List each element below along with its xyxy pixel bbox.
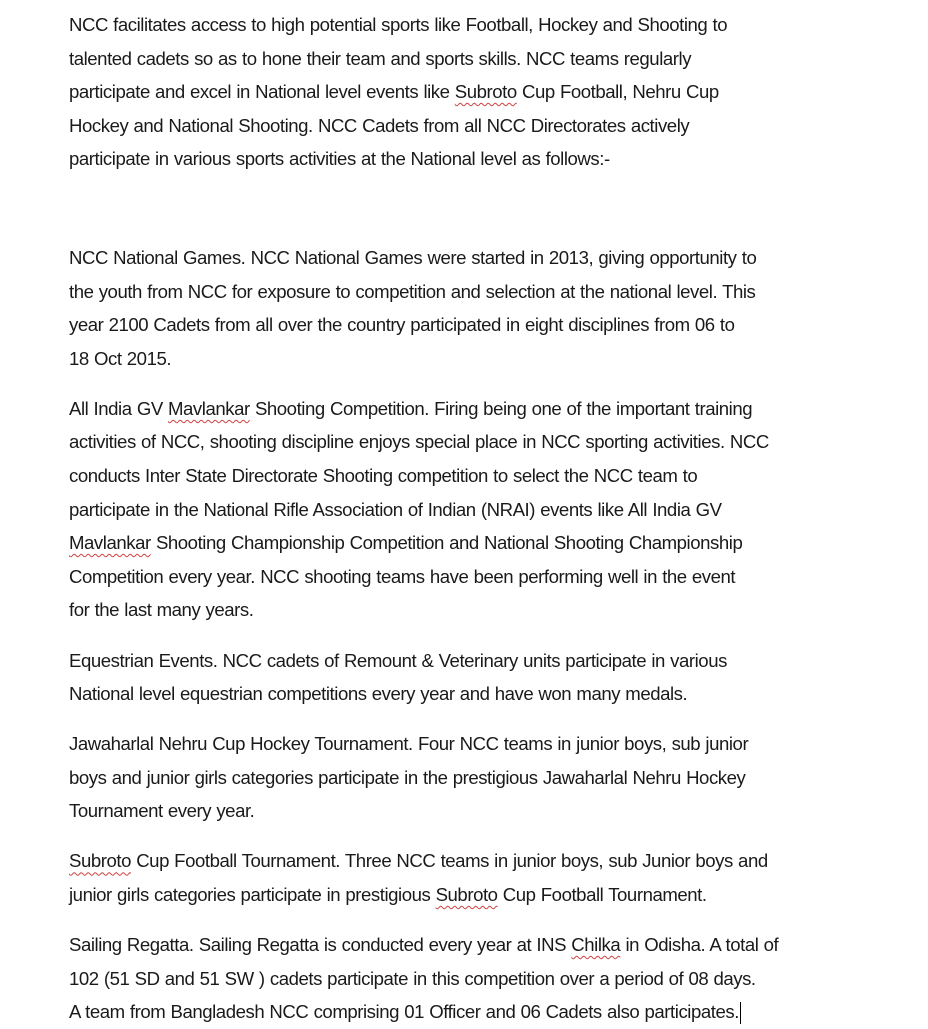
text-segment: National level equestrian competitions every year and have won many medals. <box>69 683 688 705</box>
text-segment: NCC National Games. NCC National Games were started in 2013, giving opportunity to <box>69 246 757 268</box>
text-line <box>69 75 889 109</box>
text-line <box>69 142 889 176</box>
paragraph-spacing <box>69 627 889 644</box>
text-segment: participate and excel in National level events like <box>69 81 455 103</box>
text-line <box>69 275 889 309</box>
paragraph-intro <box>69 8 889 176</box>
paragraph-hockey <box>69 727 889 828</box>
text-cursor <box>740 1002 742 1024</box>
blank-space <box>69 176 889 241</box>
text-line <box>69 761 889 795</box>
document-page[interactable] <box>69 8 889 1029</box>
misspelled-word[interactable]: Subroto <box>454 81 517 103</box>
text-segment: Tournament every year. <box>69 800 255 822</box>
text-line <box>69 878 889 912</box>
text-line <box>69 392 889 426</box>
text-segment: boys and junior girls categories participate in the prestigious Jawaharlal Nehru Hockey <box>69 766 746 788</box>
text-segment: year 2100 Cadets from all over the country participated in eight disciplines from 06 to <box>69 314 735 336</box>
paragraph-spacing <box>69 828 889 845</box>
misspelled-word[interactable]: Mavlankar <box>69 532 151 554</box>
paragraph-spacing <box>69 912 889 929</box>
misspelled-word[interactable]: Chilka <box>571 934 621 956</box>
text-segment: NCC facilitates access to high potential sports like Football, Hockey and Shooting to <box>69 14 728 35</box>
paragraph-spacing <box>69 711 889 728</box>
text-segment: Competition every year. NCC shooting teams have been performing well in the event <box>69 565 736 587</box>
text-segment: Cup Football, Nehru Cup <box>516 81 719 103</box>
text-line <box>69 593 889 627</box>
text-line <box>69 109 889 143</box>
text-segment: Shooting Competition. Firing being one of the important training <box>249 397 753 419</box>
paragraph-spacing <box>69 375 889 392</box>
misspelled-word[interactable]: Subroto <box>435 884 498 906</box>
text-line <box>69 727 889 761</box>
text-segment: Hockey and National Shooting. NCC Cadets from all NCC Directorates actively <box>69 114 690 136</box>
misspelled-word[interactable]: Subroto <box>69 850 131 872</box>
text-line <box>69 241 889 275</box>
text-line <box>69 342 889 376</box>
text-segment: Equestrian Events. NCC cadets of Remount & Veterinary units participate in various <box>69 649 727 671</box>
text-segment: activities of NCC, shooting discipline enjoys special place in NCC sporting activities. NCC <box>69 431 769 453</box>
text-line <box>69 644 889 678</box>
text-segment: in Odisha. A total of <box>620 934 779 956</box>
text-segment: participate in various sports activities at the National level as follows:- <box>69 148 610 170</box>
text-segment: Jawaharlal Nehru Cup Hockey Tournament. Four NCC teams in junior boys, sub junior <box>69 733 749 755</box>
misspelled-word[interactable]: Mavlankar <box>168 397 250 419</box>
text-line <box>69 560 889 594</box>
text-line <box>69 308 889 342</box>
text-line <box>69 425 889 459</box>
text-segment: conducts Inter State Directorate Shooting competition to select the NCC team to <box>69 465 698 487</box>
text-segment: participate in the National Rifle Association of Indian (NRAI) events like All India GV <box>69 498 722 520</box>
text-segment: the youth from NCC for exposure to competition and selection at the national level. This <box>69 280 756 302</box>
text-line <box>69 794 889 828</box>
text-segment: Sailing Regatta. Sailing Regatta is conducted every year at INS <box>69 934 572 956</box>
paragraph-equestrian <box>69 644 889 711</box>
text-line <box>69 42 889 76</box>
text-line <box>69 8 889 42</box>
text-line <box>69 677 889 711</box>
text-line <box>69 962 889 996</box>
text-segment: talented cadets so as to hone their team and sports skills. NCC teams regularly <box>69 47 692 69</box>
paragraph-football <box>69 844 889 911</box>
text-segment: A team from Bangladesh NCC comprising 01 Officer and 06 Cadets also participates. <box>69 1001 739 1023</box>
text-segment: for the last many years. <box>69 599 254 621</box>
text-segment: All India GV <box>69 397 168 419</box>
text-line <box>69 928 889 962</box>
text-segment: Shooting Championship Competition and National Shooting Championship <box>150 532 743 554</box>
text-line <box>69 493 889 527</box>
text-line <box>69 844 889 878</box>
paragraph-national-games <box>69 241 889 375</box>
text-segment: junior girls categories participate in prestigious <box>69 884 436 906</box>
paragraph-shooting <box>69 392 889 627</box>
text-line <box>69 526 889 560</box>
text-segment: 102 (51 SD and 51 SW ) cadets participate in this competition over a period of 08 days. <box>69 967 756 989</box>
text-segment: Cup Football Tournament. <box>497 884 707 906</box>
text-segment: Cup Football Tournament. Three NCC teams in junior boys, sub Junior boys and <box>130 850 768 872</box>
text-segment: 18 Oct 2015. <box>69 347 172 369</box>
text-line <box>69 459 889 493</box>
paragraph-sailing <box>69 928 889 1029</box>
